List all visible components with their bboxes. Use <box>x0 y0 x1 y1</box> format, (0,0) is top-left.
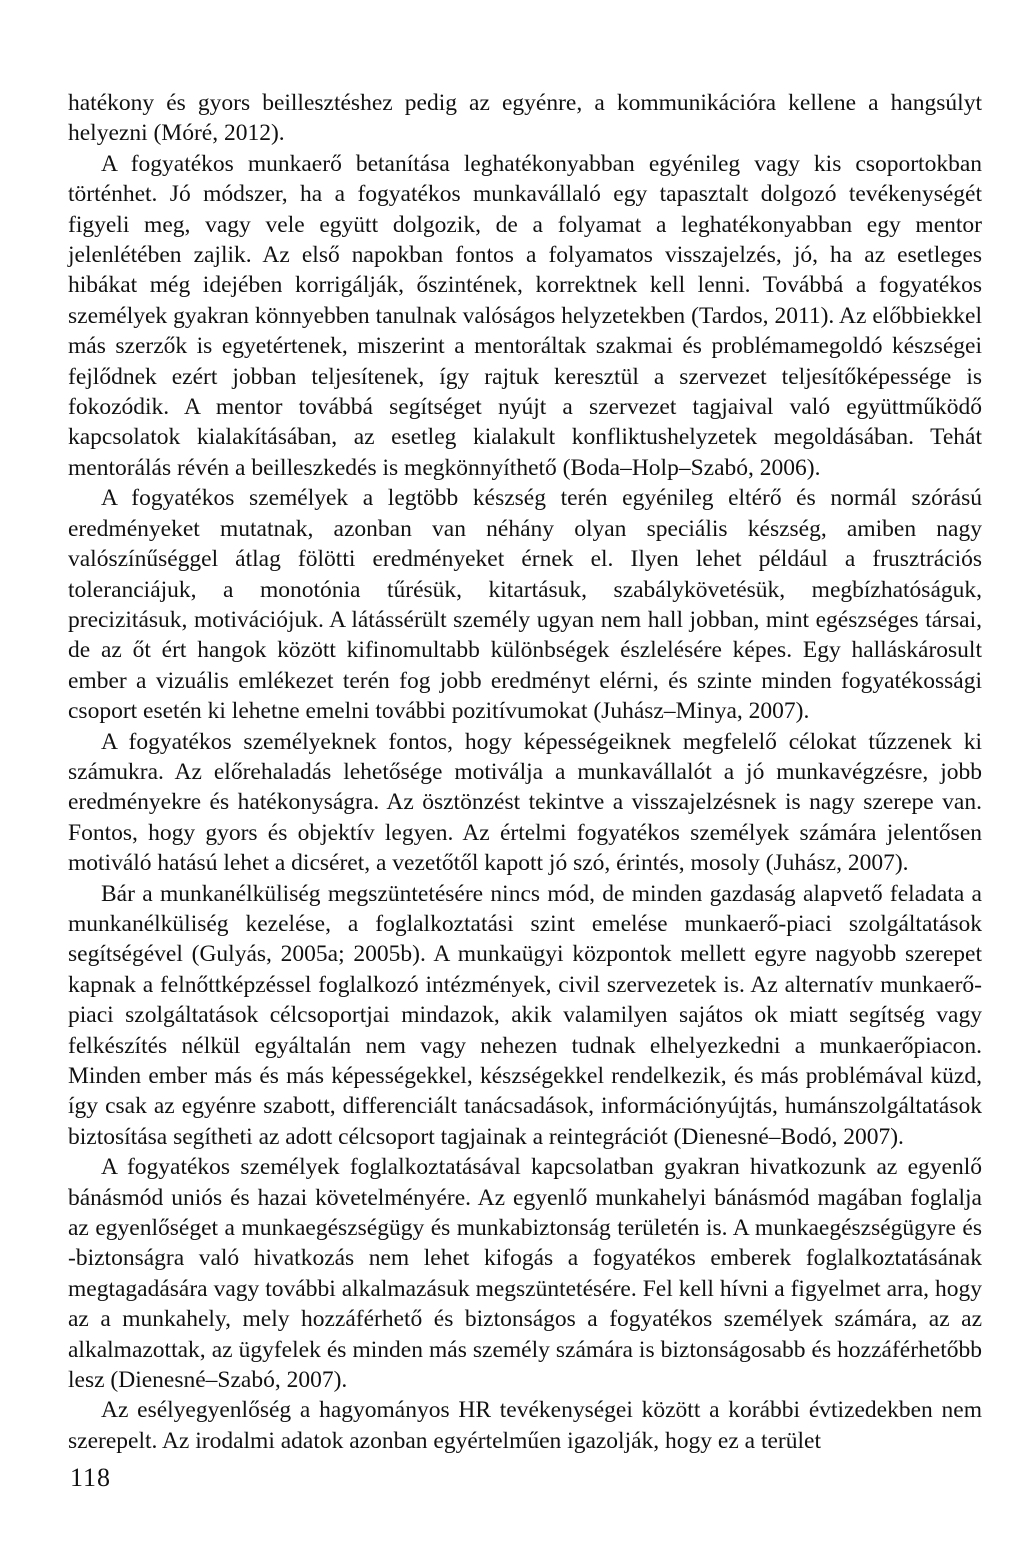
page-number: 118 <box>70 1463 112 1492</box>
paragraph-special-skills: A fogyatékos személyek a legtöbb készség terén egyénileg eltérő és normál szórású eredményeket mutatnak, azonban van néhány olyan speciális készség, amiben nagy valószínűséggel átlag fölötti eredményeket érnek el. Ilyen lehet például a frusztrációs toleranciájuk, a monotónia tűrésük, kitartásuk, szabálykövetésük, megbízhatóságuk, precizitásuk, motivációjuk. A látássérült személy ugyan nem hall jobban, mint egészséges társai, de az őt ért hangok között kifinomultabb különbségek észlelésére képes. Egy halláskárosult ember a vizuális emlékezet terén fog jobb eredményt elérni, és szinte minden fogyatékossági csoport esetén ki lehetne emelni további pozitívumokat (Juhász–Minya, 2007). <box>68 485 982 725</box>
paragraph-motivation: A fogyatékos személyeknek fontos, hogy képességeiknek megfelelő célokat tűzzenek ki számukra. Az előrehaladás lehetősége motiválja a munkavállalót a jó munkavégzésre, jobb eredményekre és hatékonyságra. Az ösztönzést tekintve a visszajelzésnek is nagy szerepe van. Fontos, hogy gyors és objektív legyen. Az értelmi fogyatékos személyek számára jelentősen motiváló hatású lehet a dicséret, a vezetőtől kapott jó szó, érintés, mosoly (Juhász, 2007). <box>68 728 982 877</box>
paragraph-equal-treatment: A fogyatékos személyek foglalkoztatásával kapcsolatban gyakran hivatkozunk az egyenlő bánásmód uniós és hazai követelményére. Az egyenlő munkahelyi bánásmód magában foglalja az egyenlőséget a munkaegészségügy és munkabiztonság területén is. A munkaegészségügyre és -biztonságra való hivatkozás nem lehet kifogás a fogyatékos emberek foglalkoztatásának megtagadására vagy további alkalmazásuk megszüntetésére. Fel kell hívni a figyelmet arra, hogy az a munkahely, mely hozzáférhető és biztonságos a fogyatékos személyek számára, az az alkalmazottak, az ügyfelek és minden más személy számára is biztonságosabb és hozzáférhetőbb lesz (Dienesné–Szabó, 2007). <box>68 1154 982 1394</box>
paragraph-continuation: hatékony és gyors beillesztéshez pedig az egyénre, a kommunikációra kellene a hangsúlyt helyezni (Móré, 2012). <box>68 90 982 147</box>
paragraph-mentor-training: A fogyatékos munkaerő betanítása leghatékonyabban egyénileg vagy kis csoportokban történhet. Jó módszer, ha a fogyatékos munkavállaló egy tapasztalt dolgozó tevékenységét figyeli meg, vagy vele együtt dolgozik, de a folyamat a leghatékonyabban egy mentor jelenlétében zajlik. Az első napokban fontos a folyamatos visszajelzés, jó, ha az esetleges hibákat még idejében korrigálják, őszintének, korrektnek kell lenni. Továbbá a fogyatékos személyek gyakran könnyebben tanulnak valóságos helyzetekben (Tardos, 2011). Az előbbiekkel más szerzők is egyetértenek, miszerint a mentoráltak szakmai és problémamegoldó készségei fejlődnek ezért jobban teljesítenek, így rajtuk keresztül a szervezet teljesítőképessége is fokozódik. A mentor továbbá segítséget nyújt a szervezet tagjaival való együttműködő kapcsolatok kialakításában, az esetleg kialakult konfliktushelyzetek megoldásában. Tehát mentorálás révén a beilleszkedés is megkönnyíthető (Boda–Holp–Szabó, 2006). <box>68 150 982 481</box>
paragraph-equal-opportunity: Az esélyegyenlőség a hagyományos HR tevékenységei között a korábbi évtizedekben nem szerepelt. Az irodalmi adatok azonban egyértelműen igazolják, hogy ez a terület <box>68 1397 982 1454</box>
paragraph-unemployment: Bár a munkanélküliség megszüntetésére nincs mód, de minden gazdaság alapvető feladata a munkanélküliség kezelése, a foglalkoztatási szint emelése munkaerő-piaci szolgáltatások segítségével (Gulyás, 2005a; 2005b). A munkaügyi központok mellett egyre nagyobb szerepet kapnak a felnőttképzéssel foglalkozó intézmények, civil szervezetek is. Az alternatív munkaerő-piaci szolgáltatások célcsoportjai mindazok, akik valamilyen sajátos ok miatt segítség vagy felkészítés nélkül egyáltalán nem vagy nehezen tudnak elhelyezkedni a munkaerőpiacon. Minden ember más és más képességekkel, készségekkel rendelkezik, és más problémával küzd, így csak az egyénre szabott, differenciált tanácsadások, információnyújtás, humánszolgáltatások biztosítása segítheti az adott célcsoport tagjainak a reintegrációt (Dienesné–Bodó, 2007). <box>68 880 982 1150</box>
document-body <box>68 88 982 1456</box>
